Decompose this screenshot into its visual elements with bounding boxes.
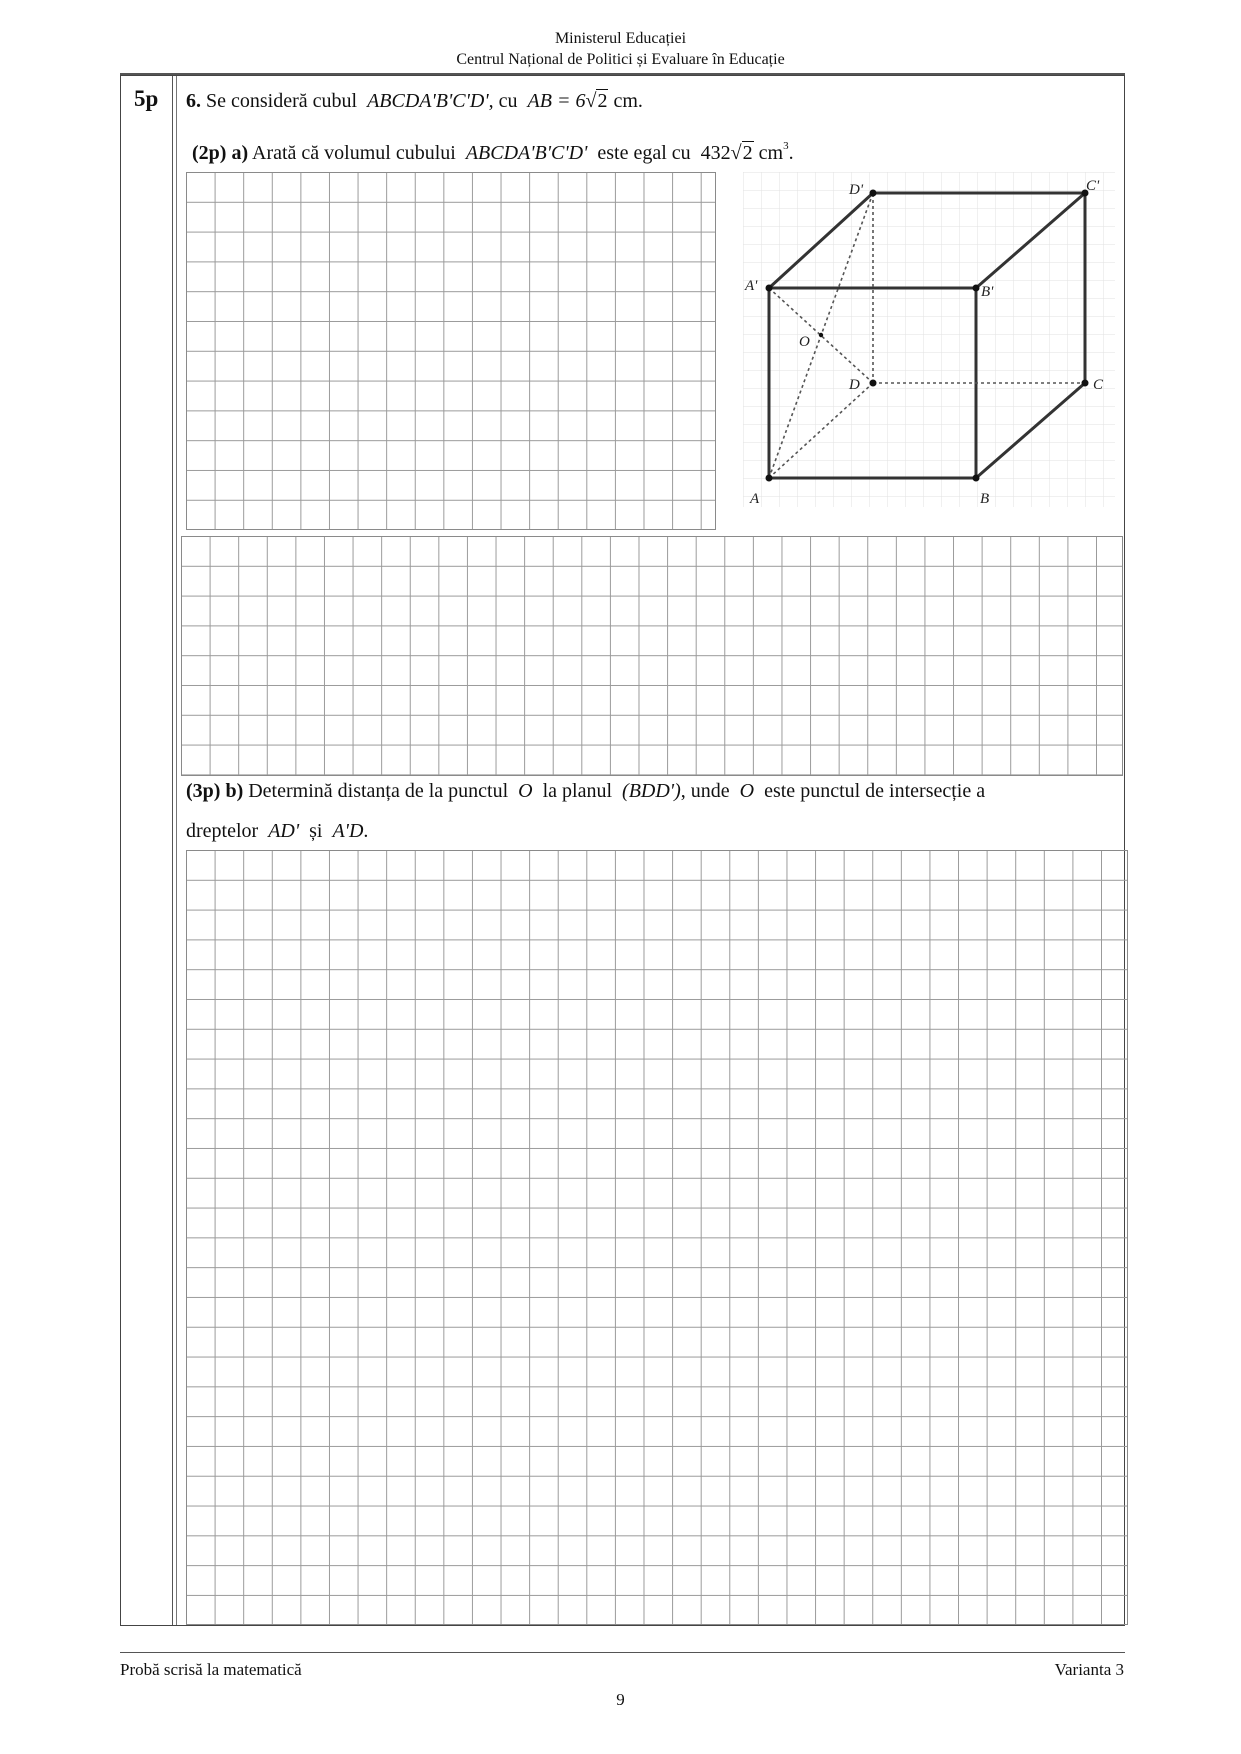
part-b-text2: la planul bbox=[542, 780, 613, 802]
label-a1: A' bbox=[745, 278, 758, 294]
sqrt-symbol: √2 bbox=[730, 142, 753, 164]
problem-statement bbox=[186, 90, 643, 113]
label-d: D bbox=[849, 377, 860, 393]
problem-number: 6. bbox=[186, 90, 201, 112]
vertex-d bbox=[870, 380, 877, 387]
volume-exponent: 3 bbox=[783, 140, 789, 152]
part-a-cube-name: ABCDA'B'C'D' bbox=[465, 142, 588, 164]
part-b-line2 bbox=[186, 820, 368, 843]
part-a-points: (2p) a) bbox=[192, 142, 249, 164]
sqrt-symbol: √2 bbox=[585, 90, 608, 112]
part-a-statement bbox=[192, 140, 794, 165]
label-b: B bbox=[980, 491, 990, 507]
header-ministry: Ministerul Educației bbox=[554, 30, 687, 47]
problem-end: . bbox=[637, 90, 643, 112]
answer-grid-a-small[interactable] bbox=[186, 172, 716, 530]
line-a1d: A'D bbox=[332, 820, 364, 842]
part-b-text4: este punctul de intersecție a bbox=[764, 780, 986, 802]
part-b-end: . bbox=[363, 820, 369, 842]
label-b1: B' bbox=[981, 284, 994, 300]
part-b-text1: Determină distanța de la punctul bbox=[248, 780, 509, 802]
points-label: 5p bbox=[134, 86, 159, 111]
vertex-b bbox=[973, 475, 980, 482]
volume-coef: 432 bbox=[700, 142, 731, 164]
point-o-symbol-2: O bbox=[739, 780, 755, 802]
problem-intro-mid: , cu bbox=[488, 90, 518, 112]
volume-unit: cm bbox=[753, 142, 784, 164]
part-b-and: și bbox=[309, 820, 323, 842]
part-a-text2: este egal cu bbox=[597, 142, 691, 164]
label-c1: C' bbox=[1086, 178, 1100, 194]
cube-name: ABCDA'B'C'D' bbox=[367, 90, 489, 112]
part-a-end: . bbox=[788, 142, 794, 164]
footer-exam-name: Probă scrisă la matematică bbox=[120, 1660, 302, 1679]
ab-lhs: AB = 6 bbox=[527, 90, 586, 112]
header-center: Centrul Național de Politici și Evaluare în Educație bbox=[456, 51, 785, 68]
part-b-line2-text: dreptelor bbox=[186, 820, 259, 842]
ab-unit: cm bbox=[608, 90, 638, 112]
plane-bdd1: (BDD') bbox=[622, 780, 681, 802]
vertex-b1 bbox=[973, 285, 980, 292]
cube-figure bbox=[743, 172, 1115, 507]
problem-intro: Se consideră cubul bbox=[206, 90, 358, 112]
point-o-symbol: O bbox=[518, 780, 533, 802]
points-column-divider-inner bbox=[176, 76, 177, 1625]
points-column-divider bbox=[172, 76, 173, 1625]
label-a: A bbox=[750, 491, 760, 507]
line-ad1: AD' bbox=[268, 820, 300, 842]
part-b-points: (3p) b) bbox=[186, 780, 244, 802]
vertex-d1 bbox=[870, 190, 877, 197]
label-d1: D' bbox=[849, 182, 864, 198]
volume-radicand: 2 bbox=[742, 142, 753, 164]
vertex-c bbox=[1082, 380, 1089, 387]
answer-grid-a-wide[interactable] bbox=[181, 536, 1123, 776]
label-o: O bbox=[799, 334, 810, 350]
label-c: C bbox=[1093, 377, 1104, 393]
footer-rule bbox=[120, 1652, 1125, 1653]
ab-radicand: 2 bbox=[597, 90, 608, 112]
answer-grid-b[interactable] bbox=[186, 850, 1128, 1625]
footer-variant: Varianta 3 bbox=[1054, 1660, 1124, 1679]
vertex-a bbox=[766, 475, 773, 482]
part-a-text: Arată că volumul cubului bbox=[252, 142, 456, 164]
vertex-a1 bbox=[766, 285, 773, 292]
part-b-line1 bbox=[186, 780, 985, 803]
point-o bbox=[819, 333, 823, 337]
part-b-text3: , unde bbox=[680, 780, 730, 802]
page-number: 9 bbox=[616, 1690, 625, 1709]
